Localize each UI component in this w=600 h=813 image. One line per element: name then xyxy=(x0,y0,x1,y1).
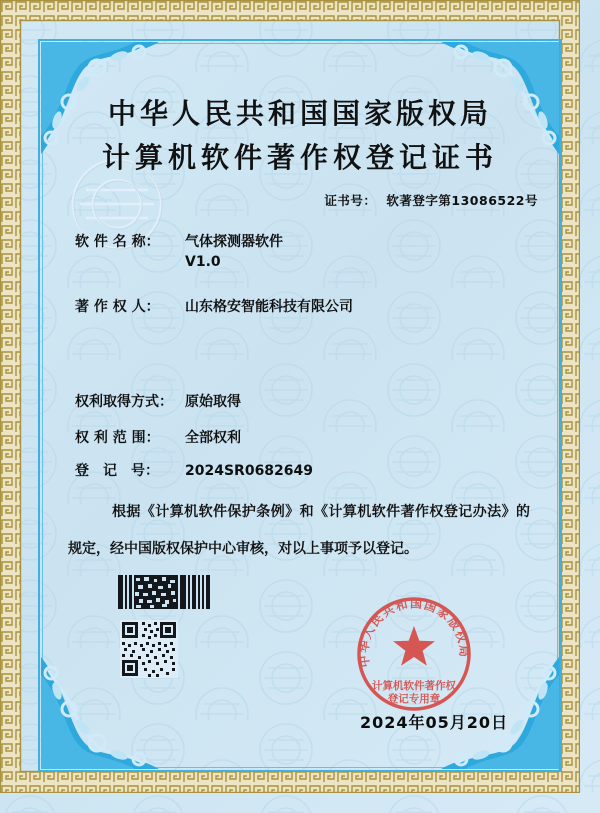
certificate-number-label: 证书号： xyxy=(324,193,377,208)
official-red-seal xyxy=(354,594,474,714)
field-label: 软 件 名 称： xyxy=(75,234,160,250)
field-value: 山东格安智能科技有限公司 xyxy=(185,299,353,315)
issuer-title: 中华人民共和国国家版权局 xyxy=(107,97,492,130)
seal-inner-line2: 登记专用章 xyxy=(387,693,441,705)
field-label: 著 作 权 人： xyxy=(75,299,160,315)
registration-statement: 根据《计算机软件保护条例》和《计算机软件著作权登记办法》的规定，经中国版权保护中心审核，对以上事项予以登记。 xyxy=(68,504,530,557)
field-label: 权利取得方式： xyxy=(75,394,173,410)
seal-ring-text: 中华人民共和国国家版权局 xyxy=(356,596,472,669)
field-value: 2024SR0682649 xyxy=(185,463,314,479)
seal-inner-line1: 计算机软件著作权 xyxy=(372,680,456,692)
field-rights-scope xyxy=(75,427,241,447)
certificate-number-value: 软著登字第13086522号 xyxy=(386,193,538,208)
field-label: 权 利 范 围： xyxy=(75,430,160,446)
field-software-version: V1.0 xyxy=(185,254,221,270)
issue-date: 2024年05月20日 xyxy=(360,713,509,732)
field-acquisition-method xyxy=(75,391,241,411)
field-value: 全部权利 xyxy=(185,430,241,446)
document-title: 计算机软件著作权登记证书 xyxy=(101,141,498,174)
field-value: 气体探测器软件 xyxy=(185,234,283,250)
field-label: 登 记 号： xyxy=(75,463,159,479)
field-value: 原始取得 xyxy=(185,394,241,410)
field-copyright-owner xyxy=(75,296,353,316)
barcode-2d xyxy=(118,575,210,609)
seal-star-icon xyxy=(393,626,435,666)
certificate-number xyxy=(324,191,538,209)
field-software-name xyxy=(75,231,283,251)
field-registration-number xyxy=(75,460,313,480)
qr-code xyxy=(120,620,178,678)
